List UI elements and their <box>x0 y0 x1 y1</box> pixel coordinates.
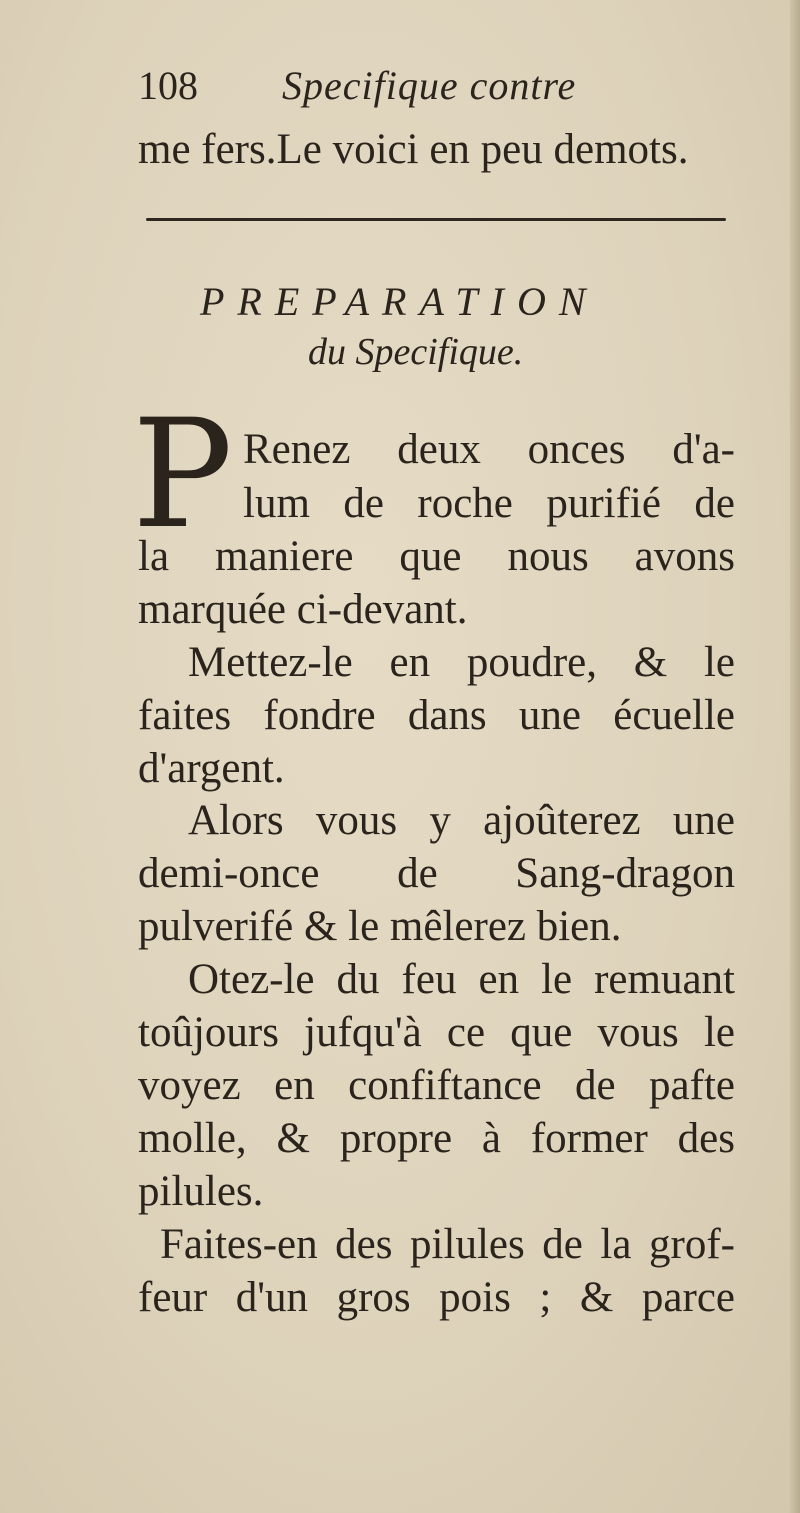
text-line: me fers.Le voici en peu demots. <box>138 126 689 173</box>
text-line: Otez-le du feu en le remuant <box>188 956 735 1003</box>
text-line: demi-once de Sang-dragon <box>138 850 735 897</box>
text-line: pilules. <box>138 1168 264 1215</box>
page-edge <box>790 0 800 1513</box>
text-line: pulverifé & le mêlerez bien. <box>138 903 622 950</box>
section-subheading: du Specifique. <box>308 331 524 373</box>
text-line: marquée ci-devant. <box>138 586 468 633</box>
drop-cap: P <box>132 388 233 562</box>
text-line: Faites-en des pilules de la grof- <box>160 1221 735 1268</box>
text-line: lum de roche purifié de <box>243 480 735 527</box>
text-line: Renez deux onces d'a- <box>243 426 735 473</box>
text-line: voyez en confiftance de pafte <box>138 1062 735 1109</box>
text-line: faites fondre dans une écuelle <box>138 692 735 739</box>
running-head <box>138 62 738 112</box>
text-line: feur d'un gros pois ; & parce <box>138 1274 735 1321</box>
running-title: Specifique contre <box>282 63 577 108</box>
page-number: 108 <box>138 63 198 108</box>
section-heading: PREPARATION <box>200 279 599 324</box>
section-rule <box>146 218 726 221</box>
text-line: toûjours jufqu'à ce que vous le <box>138 1009 735 1056</box>
text-line: Mettez-le en poudre, & le <box>188 639 735 686</box>
text-line: la maniere que nous avons <box>138 533 735 580</box>
text-line: molle, & propre à former des <box>138 1115 735 1162</box>
text-line: Alors vous y ajoûterez une <box>188 797 735 844</box>
text-line: d'argent. <box>138 745 285 792</box>
